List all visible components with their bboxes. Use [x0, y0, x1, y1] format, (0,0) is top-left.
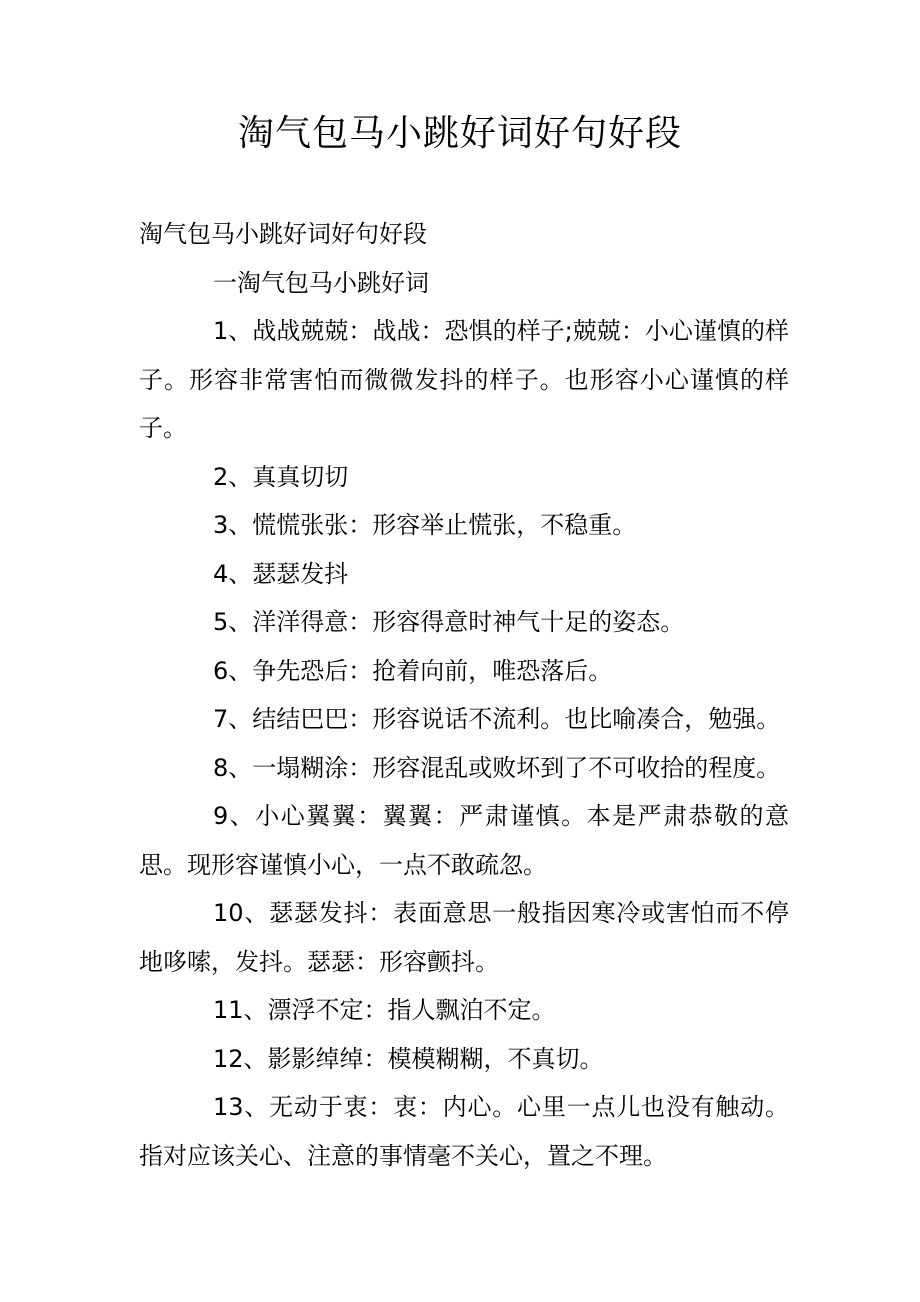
- paragraph-item: 4、瑟瑟发抖: [213, 559, 349, 588]
- paragraph-section-heading: 一淘气包马小跳好词: [213, 268, 429, 297]
- paragraph-item: 7、结结巴巴：形容说话不流利。也比喻凑合，勉强。: [213, 705, 781, 733]
- paragraph-item: 13、无动于衷：衷：内心。心里一点儿也没有触动。指对应该关心、注意的事情毫不关心，置之不理。: [139, 1093, 789, 1170]
- paragraph-item: 5、洋洋得意：形容得意时神气十足的姿态。: [213, 608, 685, 636]
- paragraph-item: 10、瑟瑟发抖：表面意思一般指因寒冷或害怕而不停地哆嗦，发抖。瑟瑟：形容颤抖。: [139, 899, 789, 976]
- paragraph-item: 3、慌慌张张：形容举止慌张，不稳重。: [213, 511, 637, 539]
- paragraph-item: 11、漂浮不定：指人飘泊不定。: [213, 996, 556, 1024]
- paragraph-subtitle: 淘气包马小跳好词好句好段: [139, 220, 427, 248]
- document-body: [139, 210, 789, 1180]
- paragraph-item: 8、一塌糊涂：形容混乱或败坏到了不可收拾的程度。: [213, 753, 781, 782]
- paragraph-item: 12、影影绰绰：模模糊糊，不真切。: [213, 1044, 604, 1073]
- paragraph-item: 9、小心翼翼：翼翼：严肃谨慎。本是严肃恭敬的意思。现形容谨慎小心，一点不敢疏忽。: [139, 802, 789, 879]
- paragraph-item: 2、真真切切: [213, 462, 349, 491]
- document-title: 淘气包马小跳好词好句好段: [237, 113, 682, 154]
- paragraph-item: 6、争先恐后：抢着向前，唯恐落后。: [213, 656, 613, 685]
- paragraph-item: 1、战战兢兢：战战：恐惧的样子;兢兢：小心谨慎的样子。形容非常害怕而微微发抖的样子。也形容小心谨慎的样子。: [139, 317, 789, 442]
